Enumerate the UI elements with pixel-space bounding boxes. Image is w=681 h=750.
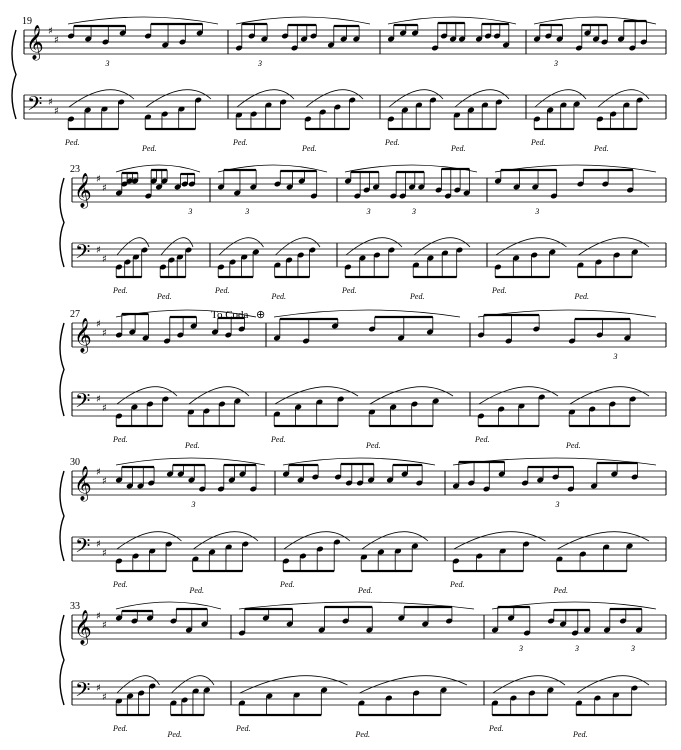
brace: [12, 30, 16, 119]
slur: [579, 238, 650, 255]
sharp-icon: ♯: [96, 319, 101, 330]
pedal-mark: Ped.: [280, 580, 295, 589]
sharp-icon: ♯: [102, 328, 107, 339]
pedal-mark: Ped.: [410, 292, 425, 301]
pedal-mark: Ped.: [475, 435, 490, 444]
brace: [60, 323, 64, 416]
pedal-mark: Ped.: [531, 138, 546, 147]
tuplet-mark: 3: [105, 59, 110, 68]
pedal-mark: Ped.: [489, 724, 504, 733]
sharp-icon: ♯: [102, 403, 107, 414]
sharp-icon: ♯: [102, 548, 107, 559]
brace: [60, 471, 64, 561]
pedal-mark: Ped.: [342, 286, 357, 295]
pedal-mark: Ped.: [492, 286, 507, 295]
coda-icon: ⊕: [256, 309, 266, 321]
treble-clef-icon: 𝄞: [74, 173, 92, 208]
pedal-mark: Ped.: [113, 286, 128, 295]
slur: [276, 238, 321, 255]
brace: [60, 178, 64, 267]
slur: [275, 387, 358, 404]
tuplet-mark: 3: [412, 207, 416, 216]
pedal-mark: Ped.: [113, 580, 128, 589]
tuplet-mark: 3: [554, 59, 558, 68]
sharp-icon: ♯: [54, 35, 59, 46]
sharp-icon: ♯: [96, 467, 101, 478]
slur: [240, 676, 348, 693]
sharp-icon: ♯: [54, 106, 59, 117]
treble-clef-icon: 𝄞: [74, 610, 92, 645]
coda-label: To Coda: [211, 309, 249, 321]
system-3: [60, 309, 666, 450]
sharp-icon: ♯: [96, 611, 101, 622]
system-5: [60, 601, 666, 739]
slur: [194, 532, 259, 549]
pedal-mark: Ped.: [450, 580, 465, 589]
sharp-icon: ♯: [96, 539, 101, 550]
tuplet-mark: 3: [519, 644, 523, 653]
system-2: [60, 164, 666, 301]
sharp-icon: ♯: [102, 476, 107, 487]
measure-number: 27: [70, 309, 80, 320]
sharp-icon: ♯: [102, 620, 107, 631]
pedal-mark: Ped.: [451, 144, 466, 153]
pedal-mark: Ped.: [185, 441, 200, 450]
sharp-icon: ♯: [102, 692, 107, 703]
pedal-mark: Ped.: [366, 441, 381, 450]
pedal-mark: Ped.: [271, 435, 286, 444]
bass-clef-icon: 𝄢: [27, 92, 43, 120]
pedal-mark: Ped.: [271, 292, 286, 301]
pedal-mark: Ped.: [157, 292, 172, 301]
slur: [577, 676, 649, 693]
bass-clef-icon: 𝄢: [75, 678, 91, 706]
measure-number: 23: [70, 164, 80, 175]
sharp-icon: ♯: [102, 183, 107, 194]
slur: [146, 90, 211, 107]
tuplet-mark: 3: [258, 59, 262, 68]
treble-clef-icon: 𝄞: [26, 25, 44, 60]
slur: [237, 90, 294, 107]
slur: [558, 532, 650, 549]
slur: [360, 676, 468, 693]
pedal-mark: Ped.: [573, 730, 588, 739]
pedal-mark: Ped.: [355, 730, 370, 739]
slur: [496, 238, 567, 255]
measure-number: 30: [70, 457, 80, 468]
tuplet-mark: 3: [535, 207, 540, 216]
pedal-mark: Ped.: [385, 138, 400, 147]
pedal-mark: Ped.: [553, 586, 568, 595]
sharp-icon: ♯: [96, 245, 101, 256]
tuplet-mark: 3: [575, 644, 579, 653]
bass-clef-icon: 𝄢: [75, 389, 91, 417]
sharp-icon: ♯: [96, 683, 101, 694]
sharp-icon: ♯: [96, 174, 101, 185]
slur: [454, 532, 546, 549]
tuplet-mark: 3: [631, 644, 635, 653]
slur: [479, 387, 558, 404]
brace: [60, 615, 64, 705]
system-4: [60, 457, 666, 595]
tuplet-mark: 3: [613, 352, 618, 361]
treble-clef-icon: 𝄞: [74, 466, 92, 501]
system-1: [12, 16, 666, 153]
measure-number: 33: [70, 601, 80, 612]
pedal-mark: Ped.: [574, 292, 589, 301]
slur: [570, 387, 649, 404]
tuplet-mark: 3: [366, 207, 371, 216]
slur: [284, 532, 350, 549]
measure-number: 19: [22, 16, 32, 27]
sharp-icon: ♯: [48, 97, 53, 108]
pedal-mark: Ped.: [233, 138, 248, 147]
tuplet-mark: 3: [555, 500, 560, 509]
slur: [455, 90, 509, 107]
tuplet-mark: 3: [245, 207, 250, 216]
slur: [493, 676, 565, 693]
pedal-mark: Ped.: [594, 144, 609, 153]
slur: [69, 90, 134, 107]
bass-clef-icon: 𝄢: [75, 240, 91, 268]
sharp-icon: ♯: [96, 394, 101, 405]
pedal-mark: Ped.: [113, 724, 128, 733]
pedal-mark: Ped.: [236, 724, 251, 733]
pedal-mark: Ped.: [113, 435, 128, 444]
tuplet-mark: 3: [191, 500, 196, 509]
pedal-mark: Ped.: [566, 441, 581, 450]
pedal-mark: Ped.: [167, 730, 182, 739]
pedal-mark: Ped.: [302, 144, 317, 153]
slur: [346, 238, 402, 255]
tuplet-mark: 3: [188, 207, 193, 216]
treble-clef-icon: 𝄞: [74, 318, 92, 353]
slur: [117, 387, 177, 404]
pedal-mark: Ped.: [189, 586, 204, 595]
sharp-icon: ♯: [102, 254, 107, 265]
sharp-icon: ♯: [48, 26, 53, 37]
slur: [370, 387, 453, 404]
pedal-mark: Ped.: [215, 286, 230, 295]
slur: [362, 532, 428, 549]
pedal-mark: Ped.: [65, 138, 80, 147]
pedal-mark: Ped.: [142, 144, 157, 153]
pedal-mark: Ped.: [358, 586, 373, 595]
slur: [414, 238, 470, 255]
slur: [534, 17, 656, 24]
bass-clef-icon: 𝄢: [75, 534, 91, 562]
slur: [117, 532, 182, 549]
